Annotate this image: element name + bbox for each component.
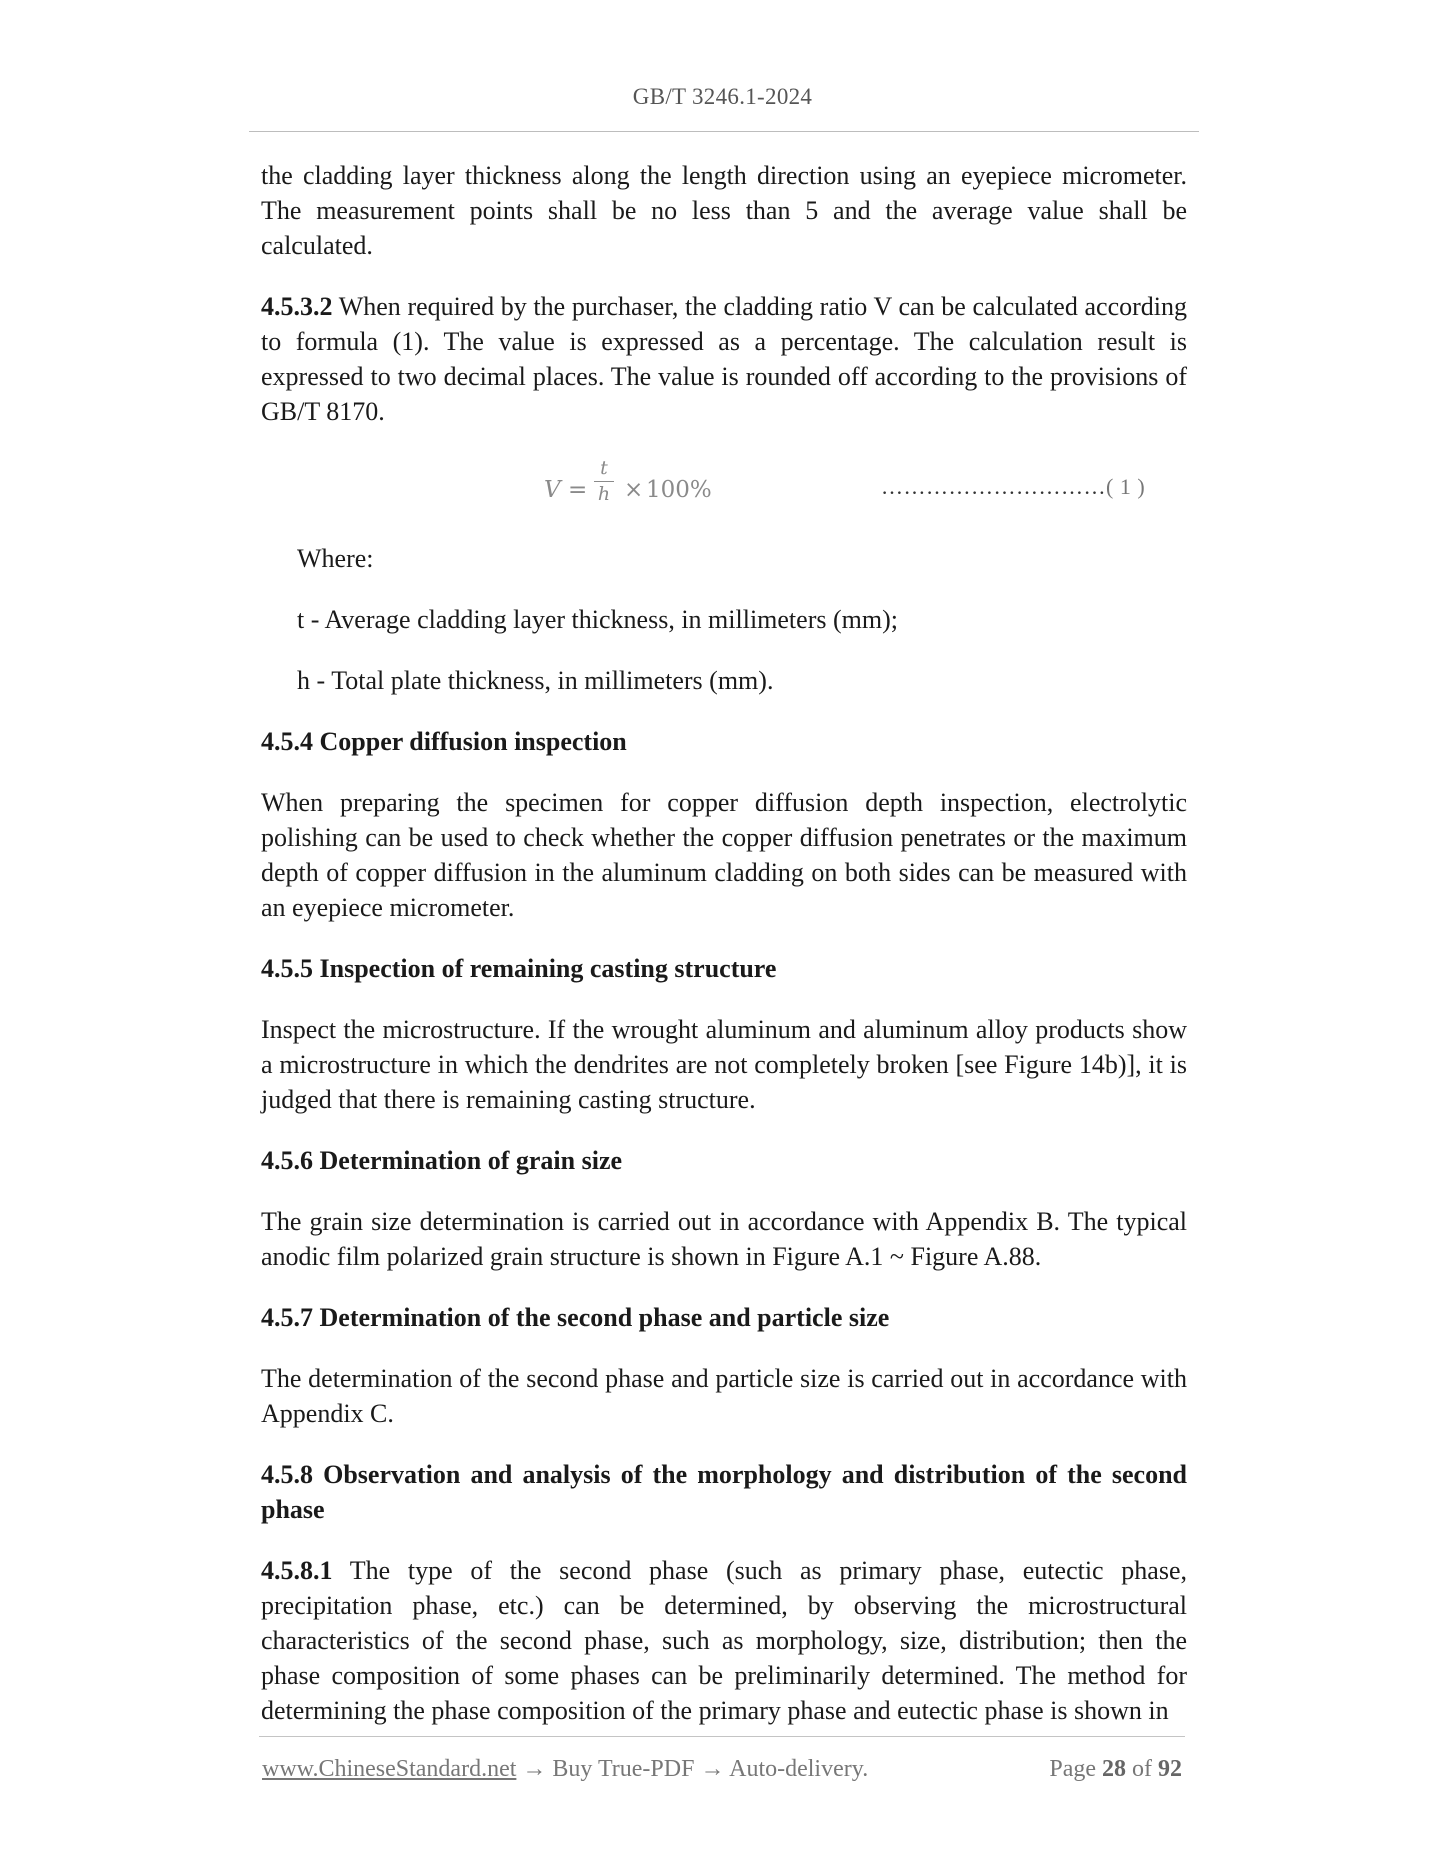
page-indicator (1049, 1756, 1182, 1783)
page-label: Page (1049, 1756, 1102, 1782)
formula-equals: = (568, 477, 588, 503)
continuation-paragraph: the cladding layer thickness along the length direction using an eyepiece micrometer. The measurement points shall be no less than 5 and the average value shall be calculated. (261, 161, 1187, 260)
clause-text: When required by the purchaser, the cladding ratio V can be calculated according to formula (1). The value is expressed as a percentage. The calculation result is expressed to two decimal places. The value is rounded off according to the provisions of GB/T 8170. (261, 292, 1187, 426)
paragraph-4-5-4: When preparing the specimen for copper diffusion depth inspection, electrolytic polishing can be used to check whether the copper diffusion penetrates or the maximum depth of copper diffusion in the aluminum cladding on both sides can be measured with an eyepiece micrometer. (261, 788, 1187, 922)
formula-numerator: t (600, 457, 608, 479)
formula-number-line (881, 469, 1145, 504)
where-t-definition: t - Average cladding layer thickness, in millimeters (mm); (297, 605, 898, 634)
formula-number: ( 1 ) (1106, 474, 1146, 499)
where-label: Where: (297, 544, 374, 573)
formula-lhs: V (544, 477, 561, 503)
formula-1 (261, 447, 1187, 527)
formula-times: × (624, 477, 644, 503)
page-total: 92 (1158, 1756, 1182, 1782)
formula-fraction (594, 457, 614, 505)
of-label: of (1126, 1756, 1158, 1782)
paragraph-4-5-5: Inspect the microstructure. If the wrought aluminum and aluminum alloy products show a microstructure in which the dendrites are not completely broken [see Figure 14b)], it is judged that there is remaining casting structure. (261, 1015, 1187, 1114)
chinesestandard-link[interactable]: www.ChineseStandard.net (262, 1756, 517, 1782)
page-number: 28 (1102, 1756, 1126, 1782)
section-heading-4-5-8: 4.5.8 Observation and analysis of the morphology and distribution of the second phase (261, 1460, 1187, 1524)
header-divider (249, 131, 1199, 132)
clause-4-5-8-1 (261, 1553, 1187, 1728)
formula-value: 100% (646, 477, 712, 503)
document-header-title: GB/T 3246.1-2024 (632, 84, 813, 109)
page-footer (262, 1756, 1182, 1786)
section-heading-4-5-7: 4.5.7 Determination of the second phase and particle size (261, 1303, 890, 1332)
section-heading-4-5-5: 4.5.5 Inspection of remaining casting structure (261, 954, 777, 983)
where-h-definition: h - Total plate thickness, in millimeters (mm). (297, 666, 774, 695)
paragraph-4-5-6: The grain size determination is carried out in accordance with Appendix B. The typical anodic film polarized grain structure is shown in Figure A.1 ~ Figure A.88. (261, 1207, 1187, 1271)
fraction-bar (594, 481, 614, 482)
footer-promo-text: → Buy True-PDF → Auto-delivery. (516, 1756, 869, 1782)
footer-divider (259, 1736, 1185, 1737)
formula-dots: ………………………… (881, 474, 1106, 499)
document-body (261, 158, 1187, 1728)
footer-promo (262, 1756, 868, 1783)
section-heading-4-5-4: 4.5.4 Copper diffusion inspection (261, 727, 627, 756)
clause-number: 4.5.3.2 (261, 292, 333, 321)
clause-text: The type of the second phase (such as primary phase, eutectic phase, precipitation phase, etc.) can be determined, by observing the microstructural characteristics of the second phase, such as morphology, size, distribution; then the phase composition of some phases can be preliminarily determined. The method for determining the phase composition of the primary phase and eutectic phase is shown in (261, 1556, 1187, 1725)
clause-number: 4.5.8.1 (261, 1556, 333, 1585)
section-heading-4-5-6: 4.5.6 Determination of grain size (261, 1146, 623, 1175)
formula-denominator: h (597, 483, 611, 505)
clause-4-5-3-2 (261, 289, 1187, 429)
paragraph-4-5-7: The determination of the second phase and particle size is carried out in accordance with Appendix C. (261, 1364, 1187, 1428)
